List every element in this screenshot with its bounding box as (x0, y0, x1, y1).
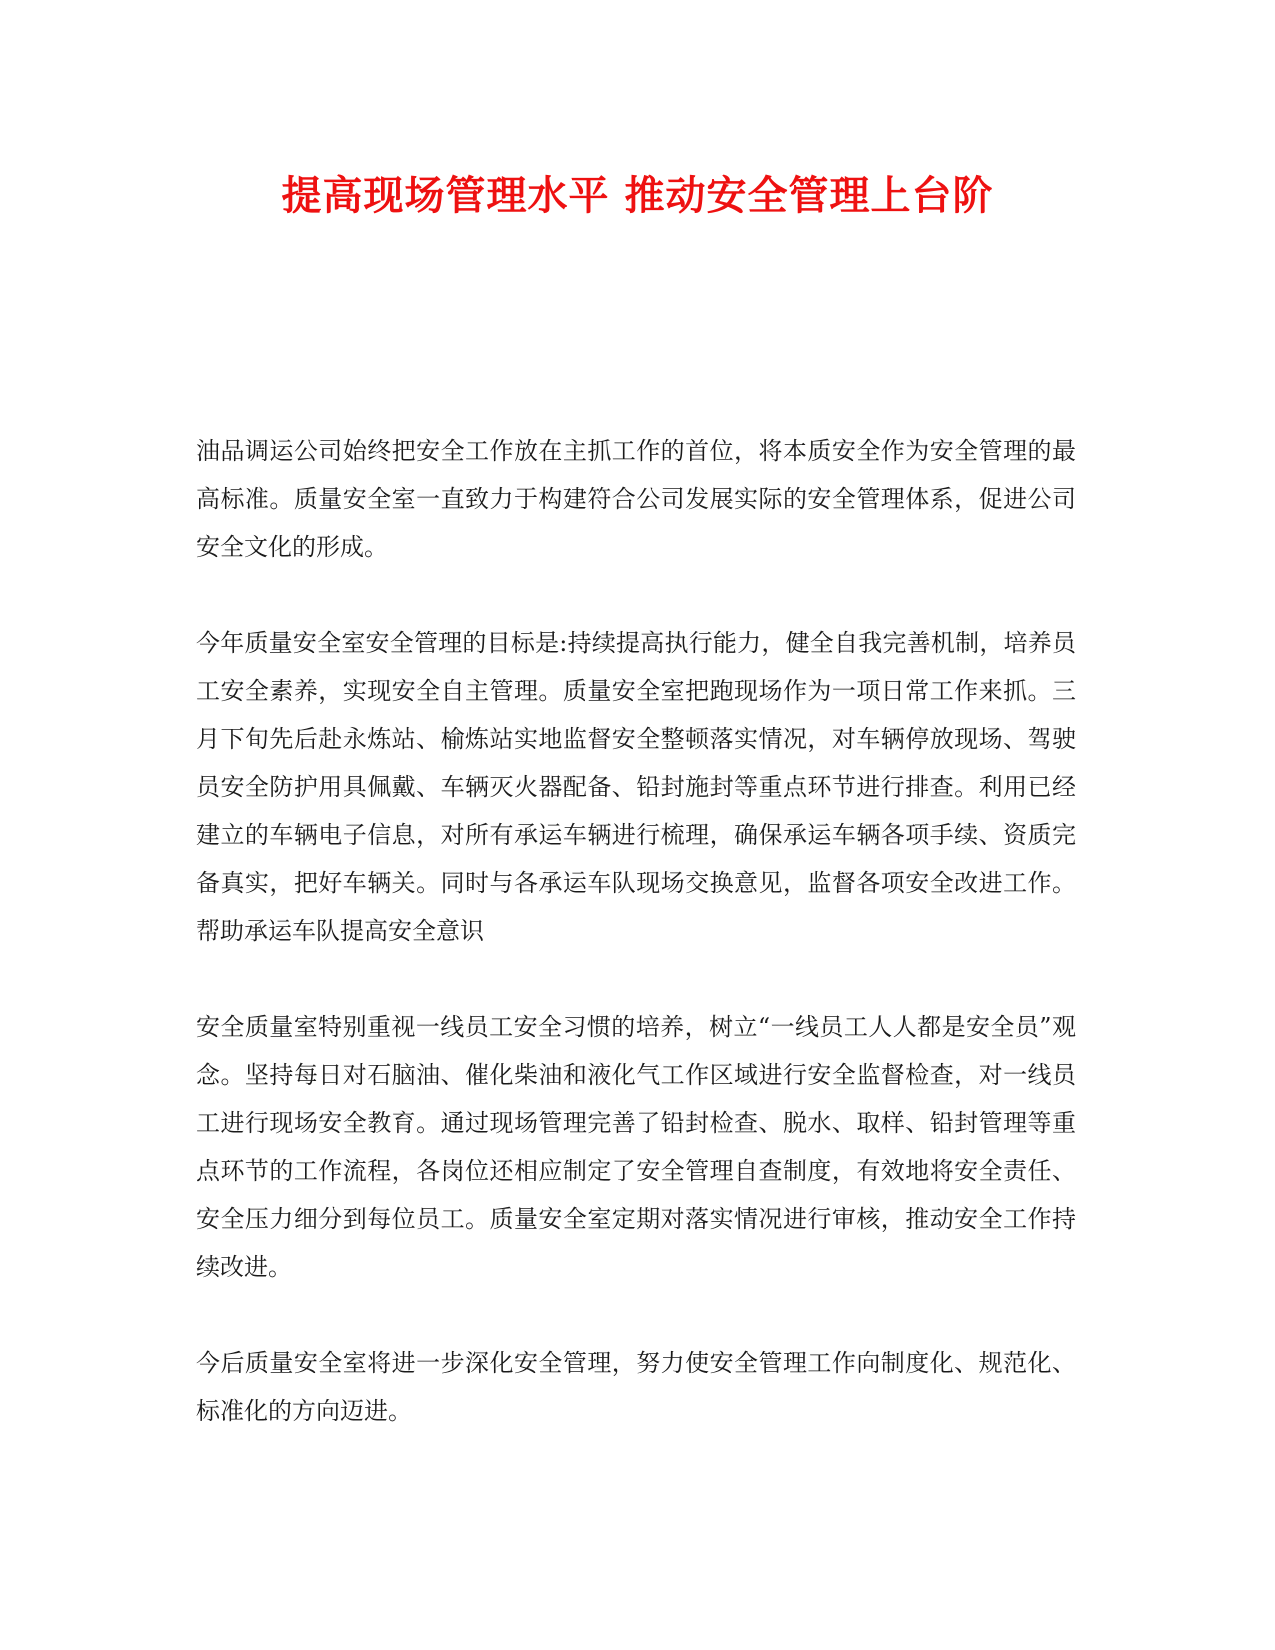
paragraph-goals: 今年质量安全室安全管理的目标是:持续提高执行能力，健全自我完善机制，培养员工安全素养，实现安全自主管理。质量安全室把跑现场作为一项日常工作来抓。三月下旬先后赴永炼站、榆炼站实地监督安全整顿落实情况，对车辆停放现场、驾驶员安全防护用具佩戴、车辆灭火器配备、铅封施封等重点环节进行排查。利用已经建立的车辆电子信息，对所有承运车辆进行梳理，确保承运车辆各项手续、资质完备真实，把好车辆关。同时与各承运车队现场交换意见，监督各项安全改进工作。帮助承运车队提高安全意识 (196, 629, 1076, 945)
document-title: 提高现场管理水平 推动安全管理上台阶 (281, 172, 994, 219)
document-body (196, 427, 1076, 1483)
paragraph-frontline: 安全质量室特别重视一线员工安全习惯的培养，树立“一线员工人人都是安全员”观念。坚持每日对石脑油、催化柴油和液化气工作区域进行安全监督检查，对一线员工进行现场安全教育。通过现场管理完善了铅封检查、脱水、取样、铅封管理等重点环节的工作流程，各岗位还相应制定了安全管理自查制度，有效地将安全责任、安全压力细分到每位员工。质量安全室定期对落实情况进行审核，推动安全工作持续改进。 (196, 1013, 1076, 1281)
paragraph-outlook: 今后质量安全室将进一步深化安全管理，努力使安全管理工作向制度化、规范化、标准化的方向迈进。 (196, 1349, 1076, 1425)
paragraph-intro: 油品调运公司始终把安全工作放在主抓工作的首位，将本质安全作为安全管理的最高标准。质量安全室一直致力于构建符合公司发展实际的安全管理体系，促进公司安全文化的形成。 (196, 437, 1076, 561)
